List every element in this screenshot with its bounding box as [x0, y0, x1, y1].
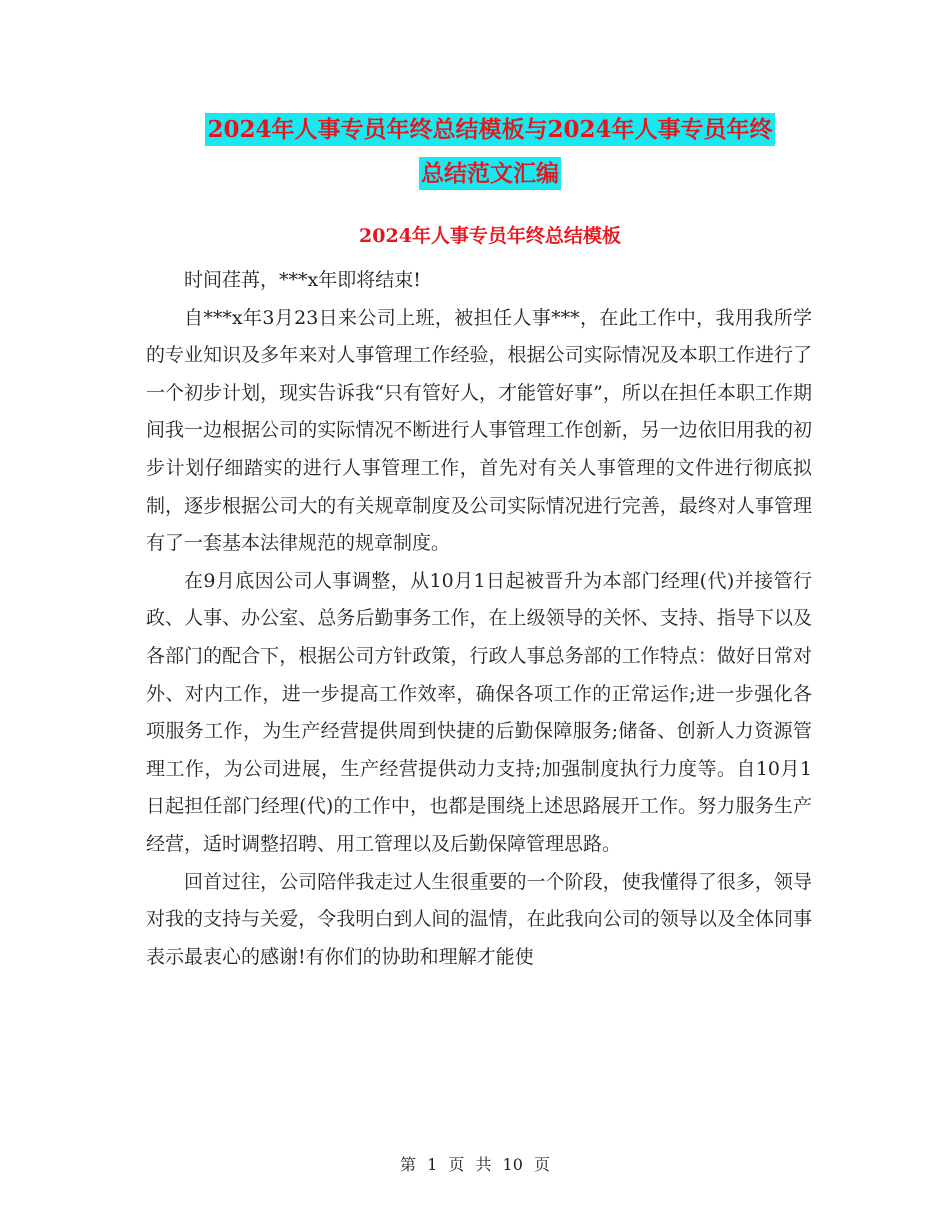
paragraph: 自***x年3月23日来公司上班，被担任人事***，在此工作中，我用我所学的专业知识及多年来对人事管理工作经验，根据公司实际情况及本职工作进行了一个初步计划，现实告诉我“只有管好人，才能管好事”，所以在担任本职工作期间我一边根据公司的实际情况不断进行人事管理工作创新，另一边依旧用我的初步计划仔细踏实的进行人事管理工作，首先对有关人事管理的文件进行彻底拟制，逐步根据公司大的有关规章制度及公司实际情况进行完善，最终对人事管理有了一套基本法律规范的规章制度。	[146, 306, 812, 555]
paragraph: 时间荏苒，***x年即将结束!	[184, 269, 421, 291]
title-highlight: 总结范文汇编	[419, 157, 561, 190]
page-footer: 第 1 页 共 10 页	[400, 1155, 550, 1174]
document-title-line-2	[140, 152, 840, 196]
section-subtitle: 2024年人事专员年终总结模板	[359, 225, 621, 247]
title-highlight: 2024年人事专员年终总结模板与2024年人事专员年终	[205, 113, 774, 146]
paragraph: 回首过往，公司陪伴我走过人生很重要的一个阶段，使我懂得了很多，领导对我的支持与关爱，令我明白到人间的温情，在此我向公司的领导以及全体同事表示最衷心的感谢!有你们的协助和理解才能使	[146, 870, 812, 968]
document-title-line-1	[140, 108, 840, 152]
paragraph: 在9月底因公司人事调整，从10月1日起被晋升为本部门经理(代)并接管行政、人事、办公室、总务后勤事务工作，在上级领导的关怀、支持、指导下以及各部门的配合下，根据公司方针政策，行政人事总务部的工作特点：做好日常对外、对内工作，进一步提高工作效率，确保各项工作的正常运作;进一步强化各项服务工作，为生产经营提供周到快捷的后勤保障服务;储备、创新人力资源管理工作，为公司进展，生产经营提供动力支持;加强制度执行力度等。自10月1日起担任部门经理(代)的工作中，也都是围绕上述思路展开工作。努力服务生产经营，适时调整招聘、用工管理以及后勤保障管理思路。	[146, 569, 812, 855]
document-body	[146, 262, 812, 976]
